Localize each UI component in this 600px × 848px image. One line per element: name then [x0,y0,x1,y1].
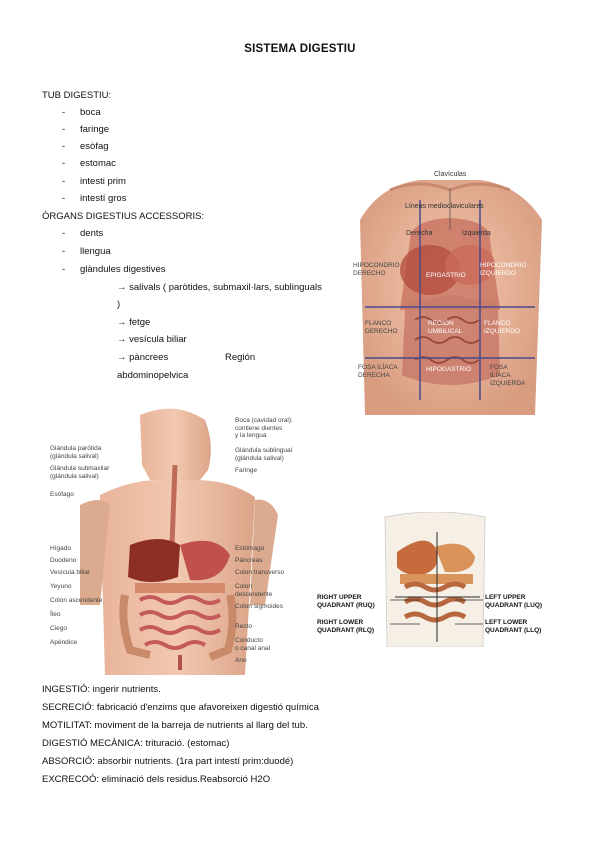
luq-label: LEFT UPPER QUADRANT (LUQ) [485,594,543,609]
descending-colon-label: Colon descendente [235,583,273,598]
umbilical-label: REGIÓN UMBILICAL [428,320,463,335]
anal-canal-label: Conducto o canal anal [235,637,271,652]
rlq-label: RIGHT LOWER QUADRANT (RLQ) [317,619,375,634]
tub-item: intesti prim [80,176,126,187]
left-label: Izquierda [462,230,491,237]
epigastrio-label: EPIGASTRIO [426,272,466,279]
organs-item: dents [80,228,104,239]
glossary-line: EXCRECOÓ: eliminació dels residus.Reabsorció H2O [42,774,271,785]
duodenum-label: Duodeno [50,557,77,564]
bullet-dash: - [62,246,66,257]
ruq-label: RIGHT UPPER QUADRANT (RUQ) [317,594,375,609]
gland-line: abdominopelvica [117,370,189,381]
bullet-dash: - [62,107,66,118]
tub-item: esòfag [80,141,109,152]
esophagus-label: Esófago [50,491,74,498]
region-label: Región [225,352,256,363]
tub-item: faringe [80,124,110,135]
abdominal-regions-figure [350,160,550,415]
flanco-der-label: FLANCO DERECHO [365,320,398,335]
abdominal-quadrants-figure [315,512,555,647]
fosa-der-label: FOSA ILÍACA DERECHA [358,364,398,379]
tub-item: intestí gros [80,193,127,204]
gland-line: → pàncrees [117,352,169,363]
ileum-label: Íleo [50,611,61,618]
organs-item: llengua [80,246,111,257]
hipogastrio-label: HIPOGASTRIO [426,366,472,373]
right-label: Derecha [406,230,433,237]
cecum-label: Ciego [50,625,67,632]
gland-line: → fetge [117,317,151,328]
transverse-colon-label: Colon transverso [235,569,285,576]
organs-item: glàndules digestives [80,264,166,275]
anus-label: Ano [235,657,247,664]
flanco-izq-label: FLANCO IZQUIERDO [484,320,521,335]
bullet-dash: - [62,158,66,169]
llq-label: LEFT LOWER QUADRANT (LLQ) [485,619,542,634]
glossary-line: ABSORCIÓ: absorbir nutrients. (1ra part intestí prim:duodé) [42,756,294,767]
glossary-line: DIGESTIÓ MECÀNICA: trituració. (estomac) [42,738,230,749]
stomach-label: Estómago [235,545,265,552]
glossary-line: SECRECIÓ: fabricació d'enzims que afavoreixen digestió química [42,702,319,713]
glossary-line: MOTILITAT: moviment de la barreja de nutrients al llarg del tub. [42,720,308,731]
sigmoid-colon-label: Colon sigmoides [235,603,284,610]
fosa-izq-label: FOSA ILÍACA IZQUIERDA [490,364,526,387]
organs-heading: ÒRGANS DIGESTIUS ACCESSORIS: [42,211,205,222]
bullet-dash: - [62,141,66,152]
gland-line: → vesícula biliar [117,334,187,345]
hipocondrio-izq-label: HIPOCONDRIO IZQUIERDO [480,262,527,277]
bullet-dash: - [62,264,66,275]
glossary-line: INGESTIÓ: ingerir nutrients. [42,684,161,695]
tub-item: estomac [80,158,116,169]
bullet-dash: - [62,124,66,135]
page-title: SISTEMA DIGESTIU [244,43,356,55]
midclavicular-label: Líneas medioclaviculares [405,203,484,210]
hipocondrio-der-label: HIPOCONDRIO DERECHO [353,262,400,277]
pharynx-label: Faringe [235,467,258,474]
parotid-label: Glándula parótida (glándula salival) [50,445,102,460]
submaxillary-label: Glándula submaxilar (glándula salival) [50,465,110,480]
bullet-dash: - [62,176,66,187]
gland-line: → salivals ( paròtides, submaxil·lars, sublinguals [117,282,322,293]
tub-item: boca [80,107,101,118]
gallbladder-label: Vesícula biliar [50,569,91,576]
ascending-colon-label: Colon ascendente [50,597,103,604]
liver-label: Hígado [50,545,71,552]
sublingual-label: Glándula sublingual (glándula salival) [235,447,293,462]
pancreas-label: Páncreas [235,557,263,564]
bullet-dash: - [62,193,66,204]
rectum-label: Recto [235,623,252,630]
jejunum-label: Yeyuno [50,583,72,590]
mouth-label: Boca (cavidad oral): contiene dientes y la lengua [235,417,293,439]
tub-heading: TUB DIGESTIU: [42,90,112,101]
digestive-system-figure [40,405,320,675]
gland-line: ) [117,299,121,310]
clavicles-label: Clavículas [434,171,467,178]
appendix-label: Apéndice [50,639,78,646]
bullet-dash: - [62,228,66,239]
